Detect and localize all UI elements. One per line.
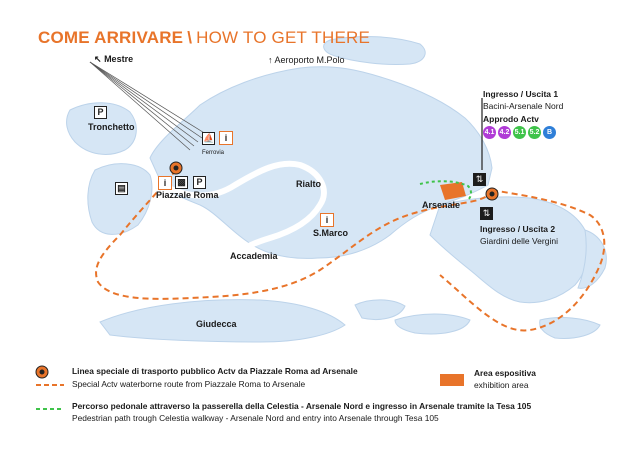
west-island: [88, 164, 152, 235]
info-icon-ferrovia: i: [219, 131, 233, 145]
south-island: [395, 314, 470, 334]
actv-lines: [483, 126, 593, 140]
route-end-marker: [486, 188, 498, 200]
legend-path-en: Pedestrian path trough Celestia walkway - Arsenale Nord and entry into Arsenale through Tesa 105: [72, 413, 439, 423]
line-badge-4-1: 4.1: [483, 126, 496, 139]
san-giorgio-island: [355, 300, 405, 320]
label-smarco: S.Marco: [313, 228, 349, 238]
boat-icon: ⛵: [203, 133, 215, 143]
parking-icon: P: [94, 106, 107, 119]
page-title: [38, 28, 370, 48]
castello-island: [430, 197, 588, 303]
line-badge-5-2: 5.2: [528, 126, 541, 139]
entrance1-icon: ⇅: [473, 173, 486, 186]
label-rialto: Rialto: [296, 179, 322, 189]
legend-route-en: Special Actv waterborne route from Piazzale Roma to Arsenale: [72, 379, 306, 389]
legend-area-it: Area espositiva: [474, 368, 536, 378]
arrow-northwest-icon: ↖: [94, 54, 102, 64]
legend-route-symbol: [36, 366, 64, 385]
info-icon-smarco: i: [320, 213, 334, 227]
legend-exhibition-swatch: [440, 374, 464, 386]
label-giudecca: Giudecca: [196, 319, 237, 329]
entrance2-title: Ingresso / Uscita 2: [480, 224, 556, 234]
label-arsenale: Arsenale: [422, 200, 461, 210]
label-ferrovia: Ferrovia: [202, 150, 225, 156]
label-mestre: ↖ Mestre: [94, 54, 134, 64]
label-accademia: Accademia: [230, 251, 278, 261]
shopping-icon: ▤: [115, 182, 128, 195]
route-start-marker: [170, 162, 182, 174]
entrance2-subtitle: Giardini delle Vergini: [480, 236, 558, 246]
entrance1-title: Ingresso / Uscita 1: [483, 89, 559, 99]
legend-area-en: exhibition area: [474, 380, 529, 390]
legend-path-it: Percorso pedonale attraverso la passerella della Celestia - Arsenale Nord e ingresso in Arsenale tramite la Tesa 105: [72, 401, 532, 411]
line-badge-4-2: 4.2: [498, 126, 511, 139]
title-separator: \: [187, 28, 193, 47]
arrow-up-icon: ↑: [268, 55, 273, 65]
title-english: HOW TO GET THERE: [196, 28, 371, 47]
lido-island: [540, 318, 600, 339]
label-aeroporto: ↑ Aeroporto M.Polo: [268, 55, 345, 65]
entrance1-subtitle: Bacini-Arsenale Nord: [483, 101, 564, 111]
bus-icon: ▩: [175, 176, 188, 189]
parking-icon-piazzale-roma: P: [193, 176, 206, 189]
label-piazzale-roma: Piazzale Roma: [156, 190, 219, 200]
entrance1-approdo: Approdo Actv: [483, 114, 539, 124]
entrance2-icon: ⇅: [480, 207, 493, 220]
title-italian: COME ARRIVARE: [38, 28, 184, 47]
line-badge-5-1: 5.1: [513, 126, 526, 139]
info-icon-piazzale-roma: i: [158, 176, 172, 190]
label-tronchetto: Tronchetto: [88, 122, 135, 132]
legend-route-it: Linea speciale di trasporto pubblico Actv da Piazzale Roma ad Arsenale: [72, 366, 358, 376]
line-badge-b: B: [543, 126, 556, 139]
